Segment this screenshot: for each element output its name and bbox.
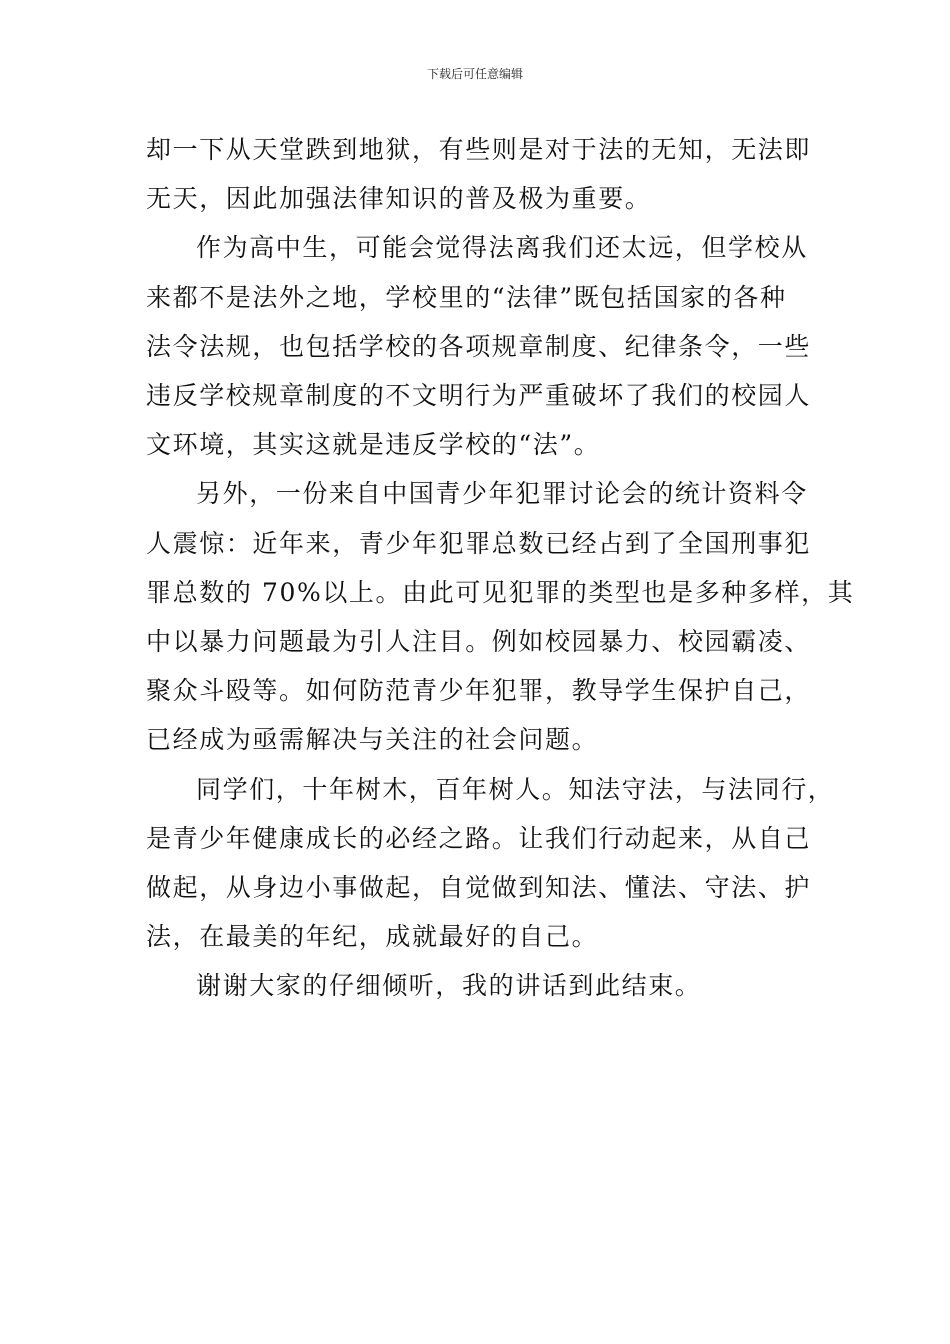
paragraph-1 — [146, 125, 826, 223]
text-line: 法，在最美的年纪，成就最好的自己。 — [146, 922, 599, 952]
paragraph-2 — [146, 223, 826, 469]
text-line: 却一下从天堂跌到地狱，有些则是对于法的无知，无法即 — [146, 135, 812, 164]
text-line: 罪总数的 70%以上。由此可见犯罪的类型也是多种多样，其 — [146, 577, 855, 607]
text-line: 来都不是法外之地，学校里的“法律”既包括国家的各种 — [146, 282, 787, 312]
text-line: 法令法规，也包括学校的各项规章制度、纪律条令，一些 — [146, 331, 812, 361]
text-line: 作为高中生，可能会觉得法离我们还太远，但学校从 — [196, 233, 808, 263]
document-body — [146, 125, 855, 1011]
paragraph-5 — [146, 961, 826, 1010]
text-line: 是青少年健康成长的必经之路。让我们行动起来，从自己 — [146, 823, 812, 853]
text-line: 人震惊：近年来，青少年犯罪总数已经占到了全国刑事犯 — [146, 528, 812, 558]
text-line: 无天，因此加强法律知识的普及极为重要。 — [146, 184, 652, 214]
text-line: 违反学校规章制度的不文明行为严重破坏了我们的校园人 — [146, 381, 812, 411]
text-line: 文环境，其实这就是违反学校的“法”。 — [146, 430, 601, 460]
text-line: 已经成为亟需解决与关注的社会问题。 — [146, 725, 599, 755]
text-line: 聚众斗殴等。如何防范青少年犯罪，教导学生保护自己， — [146, 676, 812, 706]
paragraph-4 — [146, 765, 835, 962]
text-line: 做起，从身边小事做起，自觉做到知法、懂法、守法、护 — [146, 873, 812, 903]
text-line: 谢谢大家的仔细倾听，我的讲话到此结束。 — [196, 971, 702, 1001]
page-header: 下载后可任意编辑 — [426, 67, 523, 81]
text-line: 另外，一份来自中国青少年犯罪讨论会的统计资料令 — [196, 479, 808, 509]
text-line: 中以暴力问题最为引人注目。例如校园暴力、校园霸凌、 — [146, 627, 812, 657]
text-line: 同学们，十年树木，百年树人。知法守法，与法同行， — [196, 774, 835, 804]
paragraph-3 — [146, 469, 855, 764]
